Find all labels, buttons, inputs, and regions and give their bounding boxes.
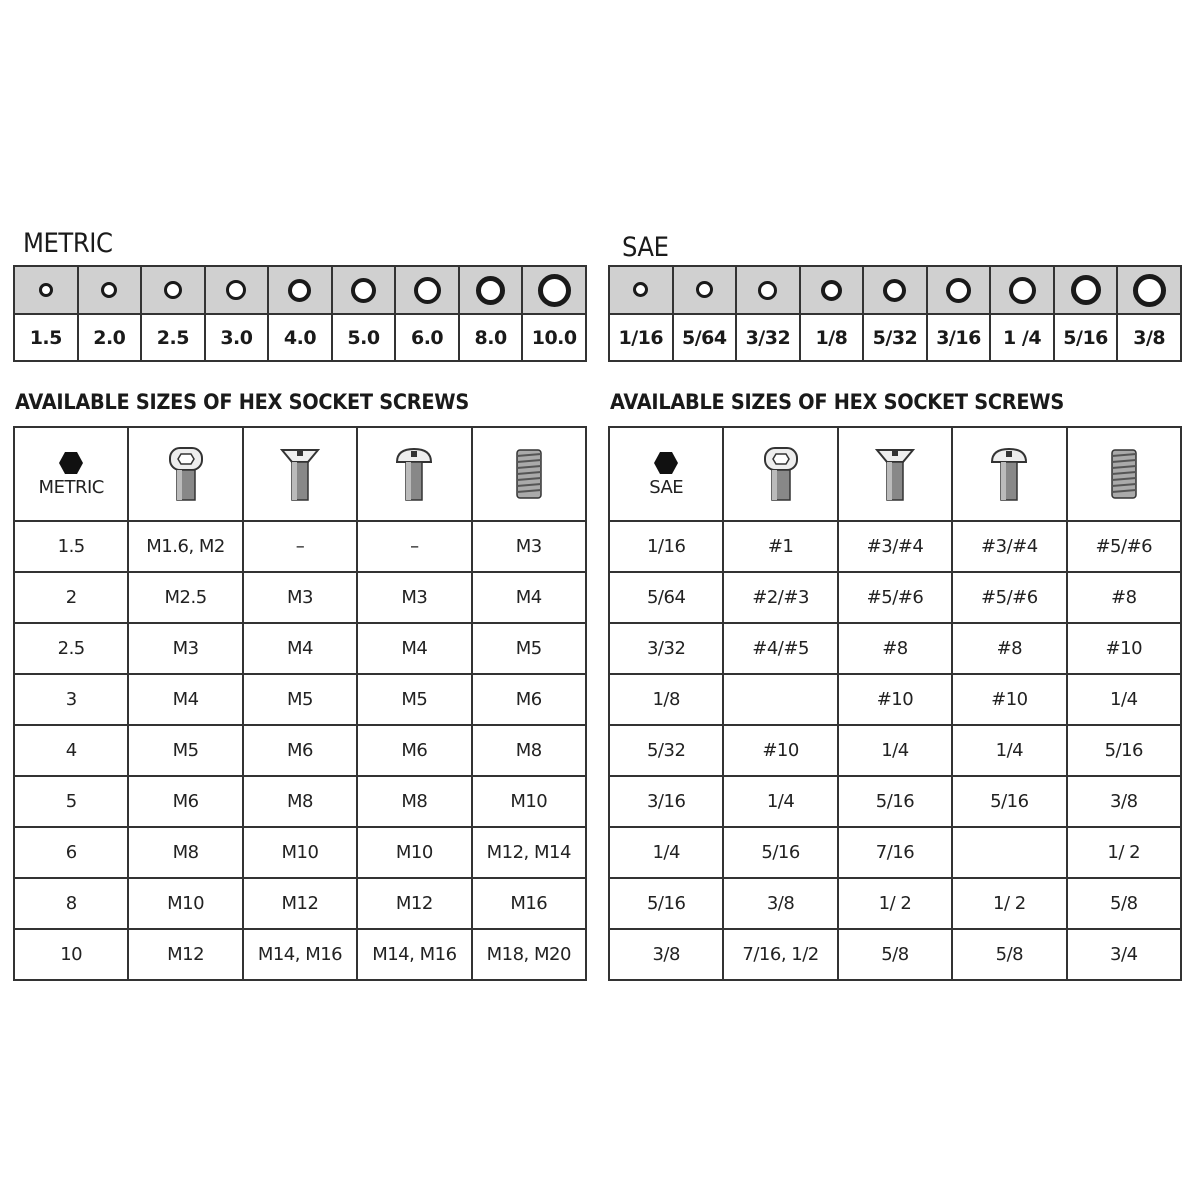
- key-size-cell: 3/8: [609, 929, 723, 980]
- header-socket-cap: [128, 427, 242, 521]
- screw-size-cell: M5: [128, 725, 242, 776]
- screw-size-cell: 1/ 2: [838, 878, 952, 929]
- metric-screw-table: [13, 426, 587, 981]
- table-row: [609, 776, 1181, 827]
- key-size: 1 /4: [990, 314, 1054, 361]
- key-size: 5/16: [1054, 314, 1118, 361]
- key-size: 1/16: [609, 314, 673, 361]
- screw-size-cell: M6: [472, 674, 586, 725]
- screw-size-cell: #3/#4: [838, 521, 952, 572]
- screw-size-cell: M10: [357, 827, 471, 878]
- ring-icon: [351, 278, 376, 303]
- screw-size-cell: M10: [243, 827, 357, 878]
- header-hex: [14, 427, 128, 521]
- header-set-screw: [1067, 427, 1181, 521]
- table-row: [14, 572, 586, 623]
- key-size-cell: 3: [14, 674, 128, 725]
- screw-size-cell: 3/8: [723, 878, 837, 929]
- screw-size-cell: M12: [357, 878, 471, 929]
- screw-size-cell: 5/16: [1067, 725, 1181, 776]
- sae-label: SAE: [622, 232, 669, 263]
- flat-head-screw-icon: [280, 446, 320, 502]
- ring-cell: [609, 266, 673, 314]
- ring-cell: [736, 266, 800, 314]
- screw-size-cell: 1/4: [1067, 674, 1181, 725]
- screw-size-cell: M4: [357, 623, 471, 674]
- header-label: METRIC: [38, 476, 104, 498]
- key-size: 5/32: [863, 314, 927, 361]
- ring-cell: [141, 266, 205, 314]
- key-size: 1/8: [800, 314, 864, 361]
- table-row: [14, 674, 586, 725]
- key-size-cell: 4: [14, 725, 128, 776]
- header-flat-head: [243, 427, 357, 521]
- set-screw-icon: [509, 446, 549, 502]
- ring-cell: [800, 266, 864, 314]
- screw-size-cell: M5: [243, 674, 357, 725]
- key-size-cell: 2.5: [14, 623, 128, 674]
- key-size: 10.0: [522, 314, 586, 361]
- key-size-cell: 5/32: [609, 725, 723, 776]
- ring-cell: [522, 266, 586, 314]
- screw-size-cell: 7/16: [838, 827, 952, 878]
- key-size-cell: 8: [14, 878, 128, 929]
- screw-size-cell: 5/16: [952, 776, 1066, 827]
- key-size: 5/64: [673, 314, 737, 361]
- screw-size-cell: #10: [952, 674, 1066, 725]
- key-size-cell: 5: [14, 776, 128, 827]
- ring-icon: [696, 281, 713, 298]
- screw-size-cell: 1/ 2: [1067, 827, 1181, 878]
- ring-icon: [821, 280, 842, 301]
- metric-label: METRIC: [23, 228, 113, 259]
- screw-size-cell: #2/#3: [723, 572, 837, 623]
- screw-size-cell: M18, M20: [472, 929, 586, 980]
- sae-size-row: [609, 314, 1181, 361]
- screw-size-cell: M5: [472, 623, 586, 674]
- screw-size-cell: 1/4: [723, 776, 837, 827]
- screw-size-cell: 5/8: [838, 929, 952, 980]
- screw-size-cell: M12: [128, 929, 242, 980]
- metric-key-table: [13, 265, 587, 362]
- screw-size-cell: #5/#6: [952, 572, 1066, 623]
- screw-size-cell: M14, M16: [243, 929, 357, 980]
- ring-icon: [1009, 277, 1036, 304]
- screw-size-cell: 5/8: [952, 929, 1066, 980]
- key-size: 3/16: [927, 314, 991, 361]
- screw-size-cell: 1/4: [952, 725, 1066, 776]
- ring-icon: [101, 282, 117, 298]
- screw-size-cell: M1.6, M2: [128, 521, 242, 572]
- table-row: [609, 725, 1181, 776]
- ring-cell: [268, 266, 332, 314]
- screw-size-cell: 3/8: [1067, 776, 1181, 827]
- screw-size-cell: #10: [723, 725, 837, 776]
- ring-icon: [164, 281, 182, 299]
- screw-size-cell: M12: [243, 878, 357, 929]
- header-hex: [609, 427, 723, 521]
- sae-ring-row: [609, 266, 1181, 314]
- header-socket-cap: [723, 427, 837, 521]
- screw-size-cell: #8: [952, 623, 1066, 674]
- button-head-screw-icon: [989, 446, 1029, 502]
- screw-size-cell: 1/ 2: [952, 878, 1066, 929]
- key-size: 3/32: [736, 314, 800, 361]
- screw-size-cell: M8: [243, 776, 357, 827]
- screw-size-cell: M12, M14: [472, 827, 586, 878]
- ring-icon: [414, 277, 441, 304]
- ring-icon: [288, 279, 311, 302]
- screw-size-cell: M4: [243, 623, 357, 674]
- ring-cell: [205, 266, 269, 314]
- ring-icon: [1071, 275, 1101, 305]
- key-size: 6.0: [395, 314, 459, 361]
- screw-size-cell: M4: [472, 572, 586, 623]
- screw-size-cell: [723, 674, 837, 725]
- table-row: [14, 929, 586, 980]
- key-size-cell: 5/16: [609, 878, 723, 929]
- ring-cell: [395, 266, 459, 314]
- key-size-cell: 2: [14, 572, 128, 623]
- screw-size-cell: M2.5: [128, 572, 242, 623]
- metric-size-row: [14, 314, 586, 361]
- ring-icon: [226, 280, 246, 300]
- key-size-cell: 5/64: [609, 572, 723, 623]
- table-row: [14, 776, 586, 827]
- key-size: 8.0: [459, 314, 523, 361]
- key-size: 1.5: [14, 314, 78, 361]
- key-size: 2.0: [78, 314, 142, 361]
- table-row: [609, 878, 1181, 929]
- screw-size-cell: M4: [128, 674, 242, 725]
- table-row: [14, 521, 586, 572]
- key-size-cell: 10: [14, 929, 128, 980]
- screw-size-cell: #8: [838, 623, 952, 674]
- hex-icon: [653, 451, 679, 475]
- screw-size-cell: M16: [472, 878, 586, 929]
- screw-size-cell: –: [243, 521, 357, 572]
- ring-icon: [538, 274, 571, 307]
- header-set-screw: [472, 427, 586, 521]
- socket-cap-screw-icon: [166, 446, 206, 502]
- metric-ring-row: [14, 266, 586, 314]
- screw-table-header: [609, 427, 1181, 521]
- screw-size-cell: M10: [128, 878, 242, 929]
- ring-cell: [673, 266, 737, 314]
- key-size-cell: 1/4: [609, 827, 723, 878]
- screw-size-cell: M3: [128, 623, 242, 674]
- ring-icon: [39, 283, 53, 297]
- screw-size-cell: #5/#6: [1067, 521, 1181, 572]
- set-screw-icon: [1104, 446, 1144, 502]
- screw-size-cell: 1/4: [838, 725, 952, 776]
- table-row: [609, 929, 1181, 980]
- ring-cell: [459, 266, 523, 314]
- key-size-cell: 3/16: [609, 776, 723, 827]
- screw-size-cell: 5/8: [1067, 878, 1181, 929]
- ring-cell: [1054, 266, 1118, 314]
- screw-size-cell: #1: [723, 521, 837, 572]
- button-head-screw-icon: [394, 446, 434, 502]
- key-size-cell: 3/32: [609, 623, 723, 674]
- screw-size-cell: M5: [357, 674, 471, 725]
- ring-cell: [863, 266, 927, 314]
- key-size: 5.0: [332, 314, 396, 361]
- table-row: [609, 521, 1181, 572]
- sae-key-table: [608, 265, 1182, 362]
- screw-size-cell: #10: [838, 674, 952, 725]
- key-size: 3/8: [1117, 314, 1181, 361]
- screw-size-cell: #8: [1067, 572, 1181, 623]
- sae-screw-table: [608, 426, 1182, 981]
- screw-size-cell: M8: [357, 776, 471, 827]
- header-label: SAE: [649, 476, 684, 498]
- table-row: [609, 827, 1181, 878]
- screw-size-cell: [952, 827, 1066, 878]
- table-row: [14, 623, 586, 674]
- ring-icon: [1133, 274, 1166, 307]
- screw-size-cell: M8: [128, 827, 242, 878]
- screw-size-cell: 5/16: [838, 776, 952, 827]
- table-row: [14, 827, 586, 878]
- ring-cell: [332, 266, 396, 314]
- key-size-cell: 1/8: [609, 674, 723, 725]
- screw-size-cell: M6: [128, 776, 242, 827]
- ring-cell: [14, 266, 78, 314]
- ring-cell: [1117, 266, 1181, 314]
- table-row: [609, 674, 1181, 725]
- header-button-head: [952, 427, 1066, 521]
- socket-cap-screw-icon: [761, 446, 801, 502]
- ring-icon: [633, 282, 648, 297]
- screw-size-cell: 7/16, 1/2: [723, 929, 837, 980]
- screw-size-cell: M3: [357, 572, 471, 623]
- header-flat-head: [838, 427, 952, 521]
- screw-size-cell: –: [357, 521, 471, 572]
- ring-cell: [990, 266, 1054, 314]
- key-size: 3.0: [205, 314, 269, 361]
- table-row: [609, 623, 1181, 674]
- flat-head-screw-icon: [875, 446, 915, 502]
- screw-size-cell: M14, M16: [357, 929, 471, 980]
- table-row: [14, 725, 586, 776]
- screw-size-cell: 5/16: [723, 827, 837, 878]
- screw-size-cell: #4/#5: [723, 623, 837, 674]
- screw-table-header: [14, 427, 586, 521]
- ring-cell: [927, 266, 991, 314]
- screw-size-cell: M6: [243, 725, 357, 776]
- screw-size-cell: #10: [1067, 623, 1181, 674]
- key-size-cell: 6: [14, 827, 128, 878]
- table-row: [609, 572, 1181, 623]
- key-size: 4.0: [268, 314, 332, 361]
- ring-icon: [883, 279, 906, 302]
- table-row: [14, 878, 586, 929]
- screw-size-cell: M3: [243, 572, 357, 623]
- metric-section-title: AVAILABLE SIZES OF HEX SOCKET SCREWS: [15, 390, 469, 414]
- key-size: 2.5: [141, 314, 205, 361]
- screw-size-cell: M8: [472, 725, 586, 776]
- ring-cell: [78, 266, 142, 314]
- ring-icon: [946, 278, 971, 303]
- header-button-head: [357, 427, 471, 521]
- hex-icon: [58, 451, 84, 475]
- sae-section-title: AVAILABLE SIZES OF HEX SOCKET SCREWS: [610, 390, 1064, 414]
- screw-size-cell: M6: [357, 725, 471, 776]
- ring-icon: [476, 276, 505, 305]
- screw-size-cell: M3: [472, 521, 586, 572]
- screw-size-cell: #3/#4: [952, 521, 1066, 572]
- key-size-cell: 1/16: [609, 521, 723, 572]
- screw-size-cell: 3/4: [1067, 929, 1181, 980]
- screw-size-cell: M10: [472, 776, 586, 827]
- key-size-cell: 1.5: [14, 521, 128, 572]
- ring-icon: [758, 281, 777, 300]
- screw-size-cell: #5/#6: [838, 572, 952, 623]
